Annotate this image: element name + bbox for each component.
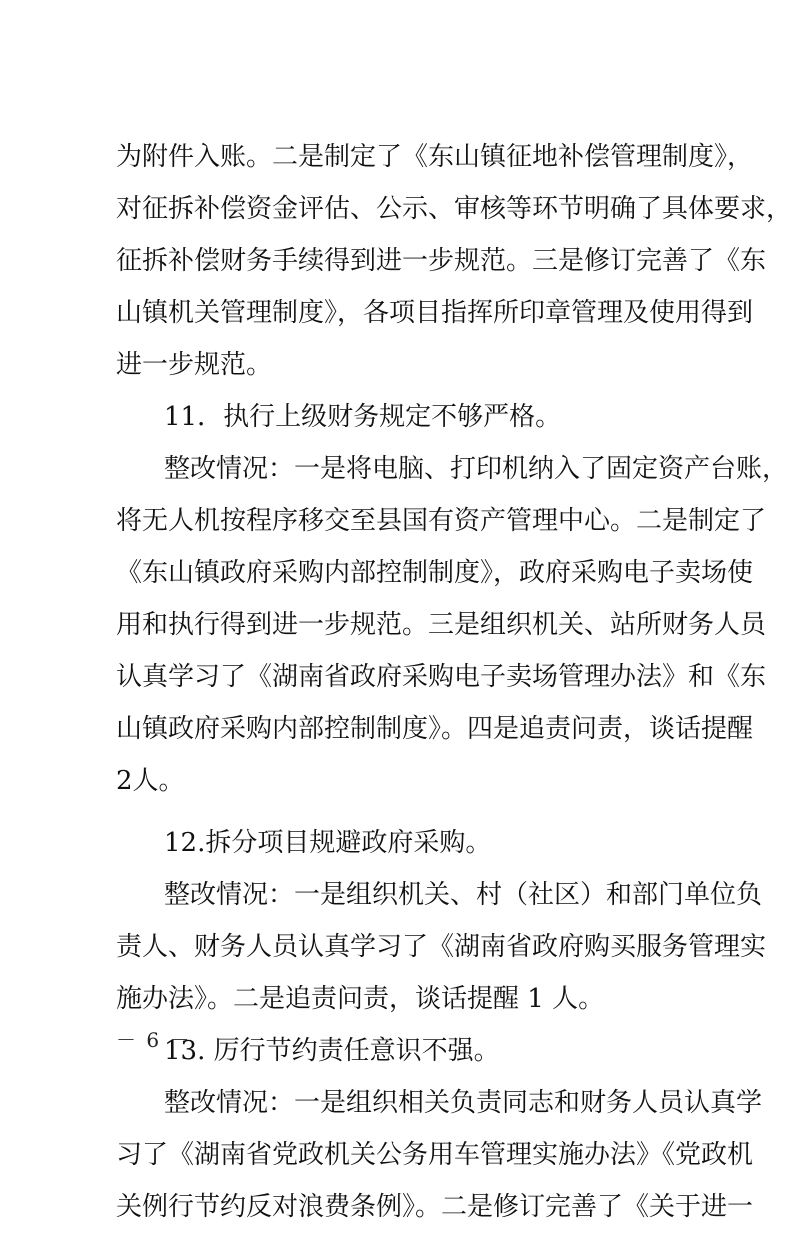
text-line: 整改情况：一是组织机关、村（社区）和部门单位负	[164, 880, 763, 910]
text-line: 认真学习了《湖南省政府采购电子卖场管理办法》和《东	[116, 662, 767, 692]
text-line: 为附件入账。二是制定了《东山镇征地补偿管理制度》，	[116, 142, 754, 172]
text-line: 对征拆补偿资金评估、公示、审核等环节明确了具体要求，	[116, 194, 793, 224]
paragraph-gap	[116, 807, 684, 817]
text-line: 关例行节约反对浪费条例》。二是修订完善了《关于进一	[116, 1192, 754, 1222]
text-line: 征拆补偿财务手续得到进一步规范。三是修订完善了《东	[116, 246, 767, 276]
text-line: 习了《湖南省党政机关公务用车管理实施办法》《党政机	[116, 1140, 754, 1170]
text-line: 整改情况：一是将电脑、打印机纳入了固定资产台账，	[164, 454, 789, 484]
text-line: 用和执行得到进一步规范。三是组织机关、站所财务人员	[116, 610, 767, 640]
section-heading-11: 11．执行上级财务规定不够严格。	[164, 402, 562, 432]
body-text	[116, 131, 793, 1233]
text-line: 山镇机关管理制度》，各项目指挥所印章管理及使用得到	[116, 298, 754, 328]
text-line: 将无人机按程序移交至县国有资产管理中心。二是制定了	[116, 506, 767, 536]
section-heading-12: 12.拆分项目规避政府采购。	[164, 828, 492, 858]
page-number: － 6 －	[116, 1028, 192, 1052]
text-line: 施办法》。二是追责问责，谈话提醒 1 人。	[116, 984, 605, 1014]
text-line: 山镇政府采购内部控制制度》。四是追责问责，谈话提醒	[116, 714, 754, 744]
text-line: 进一步规范。	[116, 350, 273, 380]
text-line: 2人。	[116, 766, 185, 796]
text-line: 责人、财务人员认真学习了《湖南省政府购买服务管理实	[116, 932, 767, 962]
text-line: 《东山镇政府采购内部控制制度》，政府采购电子卖场使	[116, 558, 754, 588]
section-heading-13: 13. 厉行节约责任意识不强。	[164, 1036, 500, 1066]
text-line: 整改情况：一是组织相关负责同志和财务人员认真学	[164, 1088, 763, 1118]
